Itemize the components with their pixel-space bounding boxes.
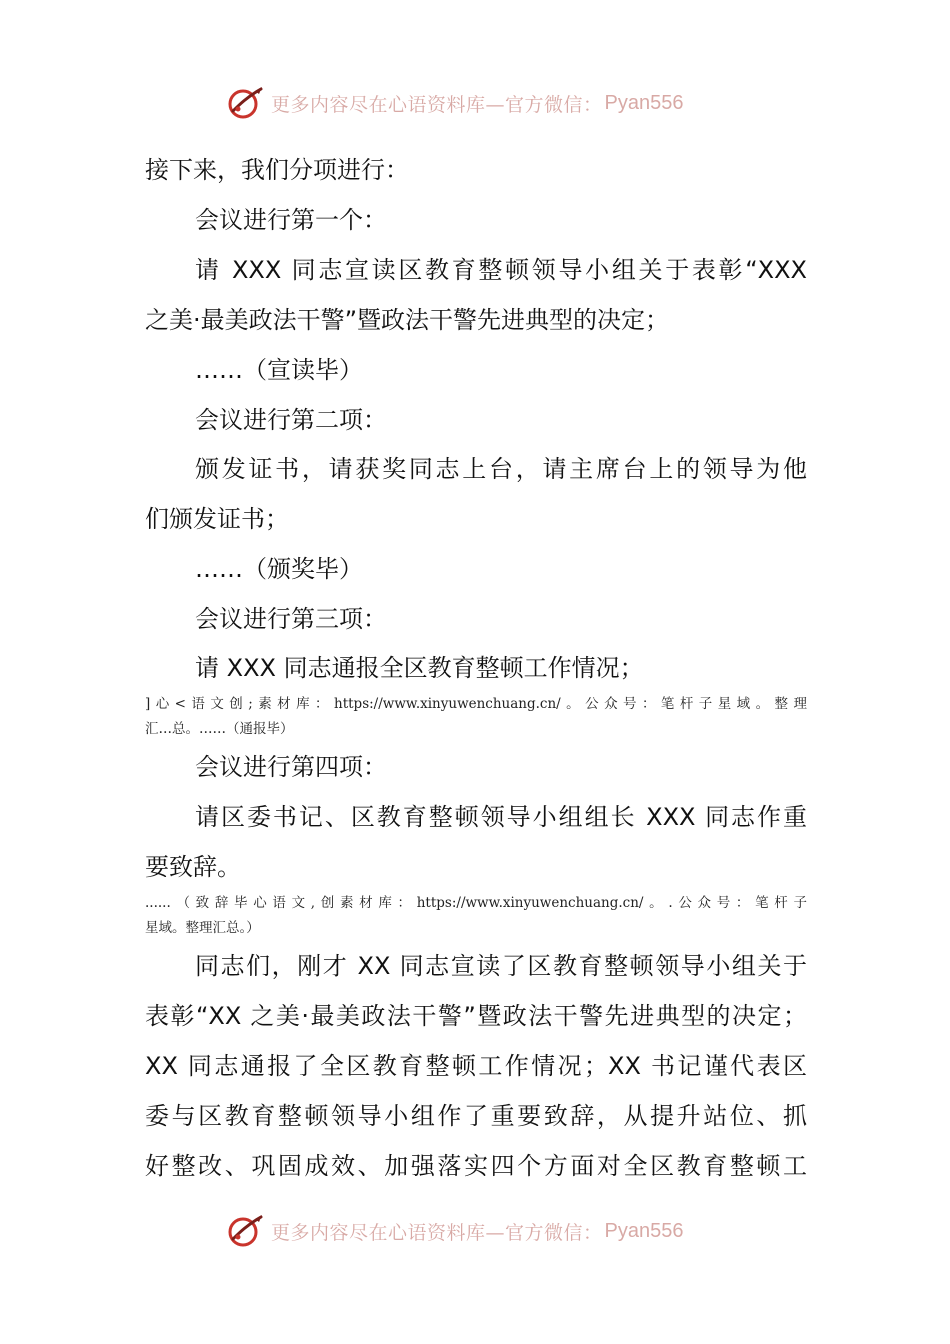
- body-line: 委与区教育整顿领导小组作了重要致辞，从提升站位、抓: [145, 1102, 807, 1130]
- source-note: 汇…总。……（通报毕）: [145, 721, 294, 737]
- body-line: 之美·最美政法干警”暨政法干警先进典型的决定；: [145, 306, 670, 334]
- body-line: 请 XXX 同志宣读区教育整顿领导小组关于表彰“XXX: [195, 256, 807, 284]
- source-note: ]心<语文创;素材库：https://www.xinyuwenchuang.cn/。公众号：笔杆子星域。整理: [145, 696, 807, 712]
- header-watermark-banner: [225, 83, 683, 123]
- source-note: ......（致辞毕心语文,创素材库：https://www.xinyuwenchuang.cn/。.公众号：笔杆子: [145, 895, 807, 911]
- body-line: 好整改、巩固成效、加强落实四个方面对全区教育整顿工: [145, 1152, 807, 1180]
- wechat-id: Pyan556: [604, 1219, 684, 1242]
- pen-logo-icon: [225, 1211, 265, 1251]
- footer-watermark-banner: [225, 1211, 683, 1251]
- body-line: 会议进行第二项：: [195, 406, 387, 434]
- wechat-id: Pyan556: [604, 91, 684, 114]
- body-line: 会议进行第四项：: [195, 753, 387, 781]
- body-line: 请区委书记、区教育整顿领导小组组长 XXX 同志作重: [195, 803, 807, 831]
- body-line: 要致辞。: [145, 853, 241, 881]
- pen-logo-icon: [225, 83, 265, 123]
- body-line: 请 XXX 同志通报全区教育整顿工作情况；: [195, 654, 644, 682]
- watermark-text: 更多内容尽在心语资料库—官方微信：: [271, 1221, 603, 1244]
- body-line: 们颁发证书；: [145, 505, 289, 533]
- body-line: 会议进行第三项：: [195, 605, 387, 633]
- body-line: 会议进行第一个：: [195, 206, 387, 234]
- body-line: 表彰“XX 之美·最美政法干警”暨政法干警先进典型的决定；: [145, 1002, 807, 1030]
- body-line: ……（宣读毕）: [195, 356, 363, 384]
- body-line: XX 同志通报了全区教育整顿工作情况；XX 书记谨代表区: [145, 1052, 807, 1080]
- body-line: 接下来，我们分项进行：: [145, 156, 409, 184]
- body-line: 颁发证书，请获奖同志上台，请主席台上的领导为他: [195, 455, 807, 483]
- watermark-text: 更多内容尽在心语资料库—官方微信：: [271, 93, 603, 116]
- body-line: 同志们，刚才 XX 同志宣读了区教育整顿领导小组关于: [195, 952, 807, 980]
- source-note: 星域。整理汇总。）: [145, 920, 260, 936]
- body-line: ……（颁奖毕）: [195, 555, 363, 583]
